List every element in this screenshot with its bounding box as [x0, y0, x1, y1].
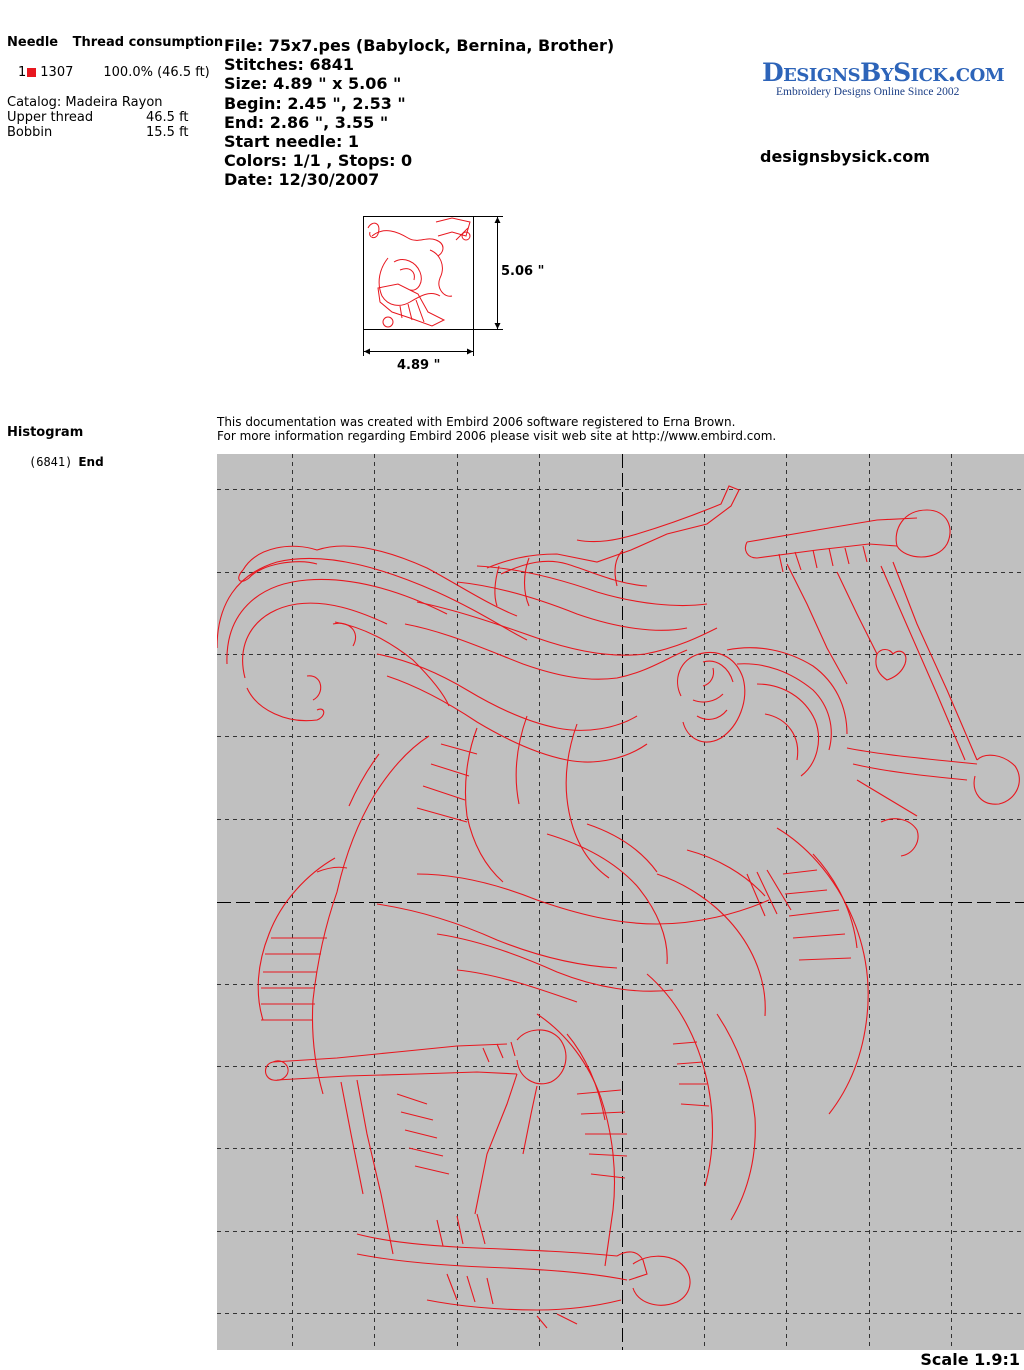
upper-thread-label: Upper thread	[7, 110, 94, 125]
design-preview	[217, 454, 1024, 1350]
thumbnail-width-label: 4.89 "	[397, 358, 441, 373]
design-thumbnail	[0, 0, 1024, 400]
stitch-count: Stitches: 6841	[224, 55, 355, 75]
thumbnail-height-label: 5.06 "	[501, 264, 545, 279]
catalog-label: Catalog: Madeira Rayon	[7, 95, 163, 110]
histogram-label: End	[78, 455, 104, 469]
start-needle: Start needle: 1	[224, 132, 360, 152]
notice-line-2: For more information regarding Embird 2006 please visit web site at http://www.embird.com.	[217, 429, 777, 443]
begin-point: Begin: 2.45 ", 2.53 "	[224, 93, 406, 113]
logo-tagline: Embroidery Designs Online Since 2002	[776, 86, 960, 98]
design-date: Date: 12/30/2007	[224, 170, 380, 190]
scale-label: Scale 1.9:1	[920, 1350, 1020, 1369]
histogram-title: Histogram	[7, 425, 84, 440]
notice-line-1: This documentation was created with Embird 2006 software registered to Erna Brown.	[217, 415, 736, 429]
design-canvas	[217, 454, 1024, 1350]
upper-thread-value: 46.5 ft	[146, 110, 189, 125]
logo-wordmark: DesignsBySick.com	[762, 58, 1005, 87]
histogram-count: (6841)	[29, 455, 73, 469]
embroidery-design-outline	[217, 486, 1019, 1328]
software-notice	[217, 415, 776, 443]
bobbin-label: Bobbin	[7, 125, 53, 140]
file-name: File: 75x7.pes (Babylock, Bernina, Brother)	[224, 36, 615, 55]
needle-column-header: Needle	[7, 35, 59, 50]
design-size: Size: 4.89 " x 5.06 "	[224, 74, 402, 94]
thread-consumption: 100.0% (46.5 ft)	[103, 65, 210, 80]
website-link: designsbysick.com	[760, 147, 930, 166]
histogram-entry	[29, 455, 104, 469]
bobbin-value: 15.5 ft	[146, 125, 189, 140]
colors-stops: Colors: 1/1 , Stops: 0	[224, 151, 413, 171]
consumption-column-header: Thread consumption	[72, 35, 224, 50]
thread-code: 1307	[40, 65, 74, 80]
end-point: End: 2.86 ", 3.55 "	[224, 112, 389, 132]
needle-number: 1	[18, 65, 27, 80]
